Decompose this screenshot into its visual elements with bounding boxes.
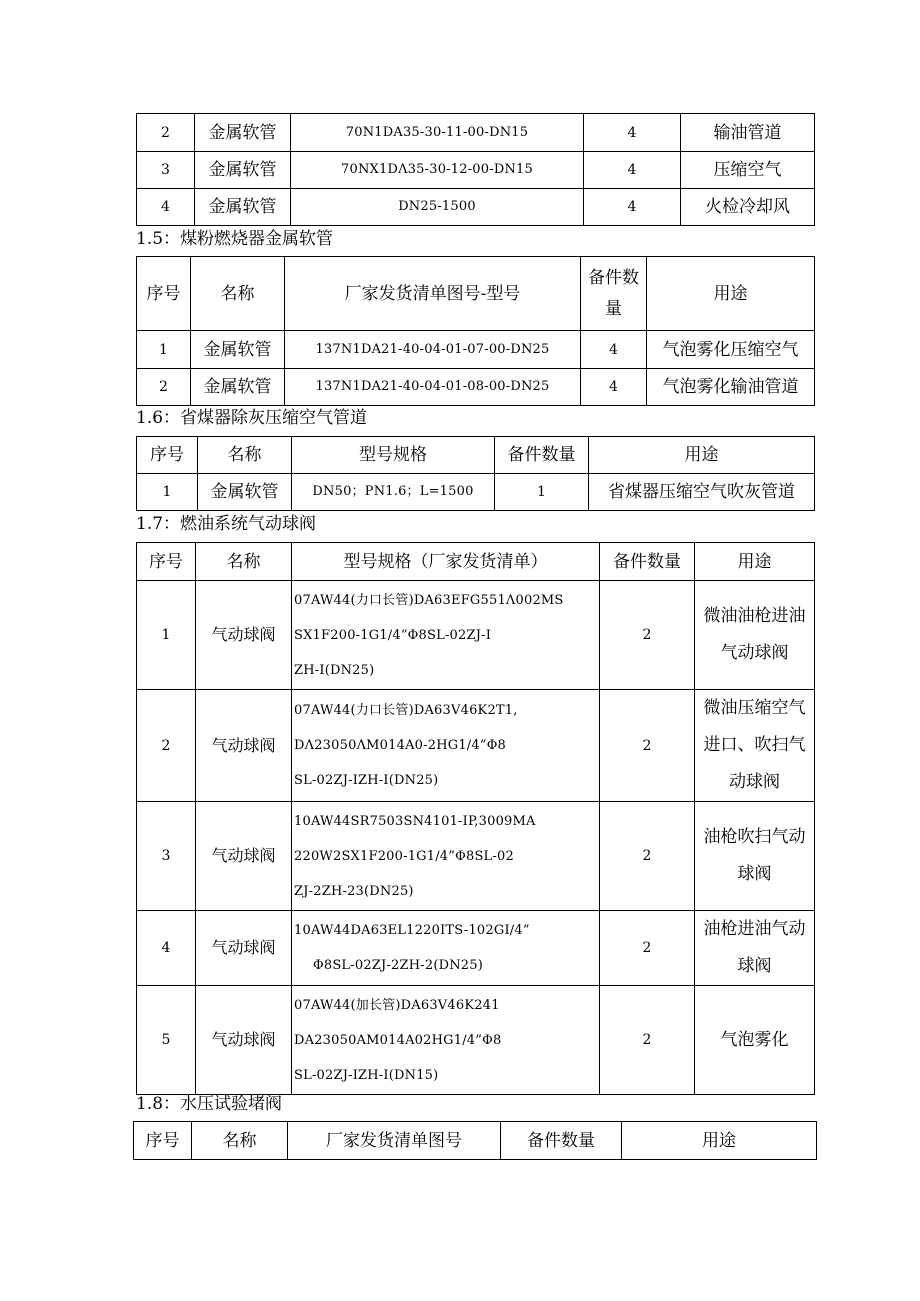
- header-spec: 型号规格（厂家发货清单）: [292, 543, 600, 581]
- header-qty: 备件数量: [495, 437, 589, 474]
- cell-use: 火检冷却风: [681, 189, 815, 226]
- cell-use: 微油油枪进油 气动球阀: [695, 581, 815, 690]
- section-title-1-7: 1.7：燃油系统气动球阀: [136, 514, 317, 534]
- section-title-1-6: 1.6：省煤器除灰压缩空气管道: [136, 408, 368, 428]
- header-qty: 备件数 量: [581, 257, 647, 331]
- table-economizer-pipe: [136, 436, 815, 511]
- cell-code: 137N1DA21-40-04-01-08-00-DN25: [285, 369, 581, 406]
- header-code: 厂家发货清单图号: [288, 1122, 501, 1160]
- table-row: [137, 152, 815, 189]
- cell-name: 金属软管: [195, 114, 291, 152]
- cell-name: 金属软管: [195, 152, 291, 189]
- cell-qty: 2: [600, 690, 695, 802]
- table-row: [137, 189, 815, 226]
- header-no: 序号: [134, 1122, 192, 1160]
- cell-use: 气泡雾化输油管道: [647, 369, 815, 406]
- cell-code: 137N1DA21-40-04-01-07-00-DN25: [285, 331, 581, 369]
- cell-qty: 4: [584, 152, 681, 189]
- header-no: 序号: [137, 543, 196, 581]
- cell-qty: 4: [584, 114, 681, 152]
- cell-use: 油枪吹扫气动 球阀: [695, 802, 815, 911]
- cell-no: 5: [137, 986, 196, 1095]
- header-qty: 备件数量: [501, 1122, 622, 1160]
- cell-spec: 07AW44(力口长管)DA63V46K2T1, DΛ23050ΛM014A0-2HG1/4”Φ8 SL-02ZJ-IZH-I(DN25): [292, 690, 600, 802]
- cell-spec: 07AW44(力口长管)DA63EFG551Λ002MS SX1F200-1G1/4”Φ8SL-02ZJ-I ZH-I(DN25): [292, 581, 600, 690]
- cell-use: 省煤器压缩空气吹灰管道: [589, 474, 815, 511]
- cell-use: 微油压缩空气 进口、吹扫气 动球阀: [695, 690, 815, 802]
- cell-spec: 10AW44SR7503SN4101-IP,3009MA 220W2SX1F200-1G1/4”Φ8SL-02 ZJ-2ZH-23(DN25): [292, 802, 600, 911]
- cell-use: 气泡雾化压缩空气: [647, 331, 815, 369]
- cell-name: 金属软管: [191, 369, 285, 406]
- header-use: 用途: [589, 437, 815, 474]
- cell-name: 气动球阀: [196, 581, 292, 690]
- header-use: 用途: [695, 543, 815, 581]
- table-header: [137, 543, 815, 581]
- table-row: [137, 986, 815, 1095]
- header-code: 厂家发货清单图号-型号: [285, 257, 581, 331]
- cell-no: 4: [137, 189, 195, 226]
- header-name: 名称: [198, 437, 292, 474]
- cell-name: 气动球阀: [196, 690, 292, 802]
- table-row: [137, 690, 815, 802]
- table-row: [137, 911, 815, 986]
- header-name: 名称: [191, 257, 285, 331]
- cell-use: 油枪进油气动 球阀: [695, 911, 815, 986]
- cell-no: 1: [137, 474, 198, 511]
- table-pneumatic-valves: [136, 542, 815, 1095]
- cell-qty: 2: [600, 802, 695, 911]
- cell-no: 3: [137, 802, 196, 911]
- table-row: [137, 331, 815, 369]
- cell-code: DN25-1500: [291, 189, 584, 226]
- header-qty: 备件数量: [600, 543, 695, 581]
- cell-qty: 1: [495, 474, 589, 511]
- cell-code: 70N1DA35-30-11-00-DN15: [291, 114, 584, 152]
- cell-spec: 10AW44DA63EL1220ITS-102GI/4” Φ8SL-02ZJ-2ZH-2(DN25): [292, 911, 600, 986]
- header-no: 序号: [137, 437, 198, 474]
- cell-name: 金属软管: [198, 474, 292, 511]
- table-row: [137, 369, 815, 406]
- cell-qty: 4: [584, 189, 681, 226]
- header-use: 用途: [622, 1122, 817, 1160]
- header-spec: 型号规格: [292, 437, 495, 474]
- cell-use: 输油管道: [681, 114, 815, 152]
- cell-no: 2: [137, 369, 191, 406]
- header-use: 用途: [647, 257, 815, 331]
- cell-name: 金属软管: [195, 189, 291, 226]
- header-name: 名称: [192, 1122, 288, 1160]
- section-title-1-8: 1.8：水压试验堵阀: [136, 1094, 283, 1114]
- table-header: [134, 1122, 817, 1160]
- cell-name: 气动球阀: [196, 802, 292, 911]
- cell-name: 金属软管: [191, 331, 285, 369]
- cell-spec: DN50；PN1.6；L=1500: [292, 474, 495, 511]
- cell-qty: 2: [600, 986, 695, 1095]
- table-row: [137, 114, 815, 152]
- header-name: 名称: [196, 543, 292, 581]
- cell-name: 气动球阀: [196, 986, 292, 1095]
- cell-use: 压缩空气: [681, 152, 815, 189]
- cell-code: 70NX1DΛ35-30-12-00-DN15: [291, 152, 584, 189]
- table-header: [137, 437, 815, 474]
- cell-no: 4: [137, 911, 196, 986]
- table-continued: [136, 113, 815, 226]
- table-row: [137, 474, 815, 511]
- table-test-plug-valves: [133, 1121, 817, 1160]
- cell-no: 2: [137, 690, 196, 802]
- cell-qty: 2: [600, 911, 695, 986]
- cell-qty: 4: [581, 331, 647, 369]
- cell-use: 气泡雾化: [695, 986, 815, 1095]
- cell-qty: 4: [581, 369, 647, 406]
- cell-qty: 2: [600, 581, 695, 690]
- section-title-1-5: 1.5：煤粉燃烧器金属软管: [136, 229, 334, 249]
- table-row: [137, 802, 815, 911]
- header-no: 序号: [137, 257, 191, 331]
- cell-name: 气动球阀: [196, 911, 292, 986]
- cell-no: 3: [137, 152, 195, 189]
- table-burner-hose: [136, 256, 815, 406]
- table-header: [137, 257, 815, 331]
- cell-no: 1: [137, 331, 191, 369]
- cell-spec: 07AW44(加长管)DA63V46K241 DA23050AM014A02HG1/4”Φ8 SL-02ZJ-IZH-I(DN15): [292, 986, 600, 1095]
- cell-no: 1: [137, 581, 196, 690]
- cell-no: 2: [137, 114, 195, 152]
- table-row: [137, 581, 815, 690]
